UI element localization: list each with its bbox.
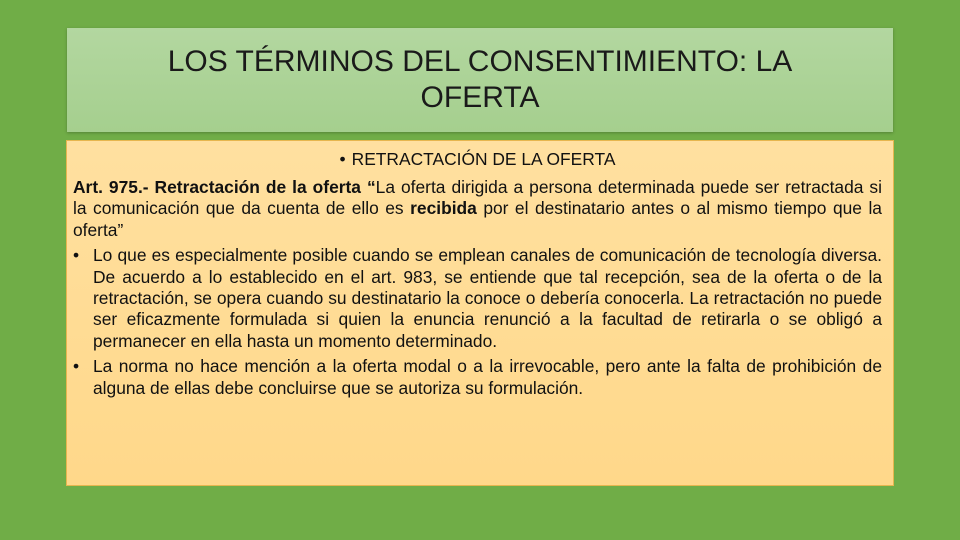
slide-title: LOS TÉRMINOS DEL CONSENTIMIENTO: LA OFERTA: [167, 45, 793, 114]
bullet-icon: •: [73, 245, 80, 266]
list-item: [73, 356, 882, 399]
article-quote-start: La oferta dirigida a persona determinada puede ser retractada si la comunicación que da cuenta de ello es: [73, 177, 882, 219]
bullet-icon: •: [339, 149, 346, 169]
article-paragraph: [73, 177, 882, 241]
point-text: La norma no hace mención a la oferta modal o a la irrevocable, pero ante la falta de prohibición de alguna de ellas debe concluirse que se autoriza su formulación.: [93, 356, 882, 398]
bullet-icon: •: [73, 356, 80, 377]
subheading-text: RETRACTACIÓN DE LA OFERTA: [351, 149, 616, 169]
quote-open: “: [366, 177, 376, 197]
article-quote-emphasis: recibida: [410, 198, 477, 219]
subheading: [73, 147, 882, 171]
article-quote-end: por el destinatario antes o al mismo tiempo que la oferta”: [73, 198, 882, 240]
content-box: [66, 140, 894, 486]
bullet-list: [73, 245, 882, 399]
list-item: [73, 245, 882, 352]
point-text: Lo que es especialmente posible cuando se emplean canales de comunicación de tecnología diversa. De acuerdo a lo establecido en el art. 983, se entiende que tal recepción, sea de la oferta o de la retractación, se opera cuando su destinatario la conoce o debería conocerla. La retractación no puede ser eficazmente formulada si quien la enuncia renunció a la facultad de retirarla o se obligó a permanecer en ella hasta un momento determinado.: [93, 245, 882, 351]
title-box: [67, 28, 893, 132]
article-label: Art. 975.- Retractación de la oferta: [73, 177, 361, 197]
